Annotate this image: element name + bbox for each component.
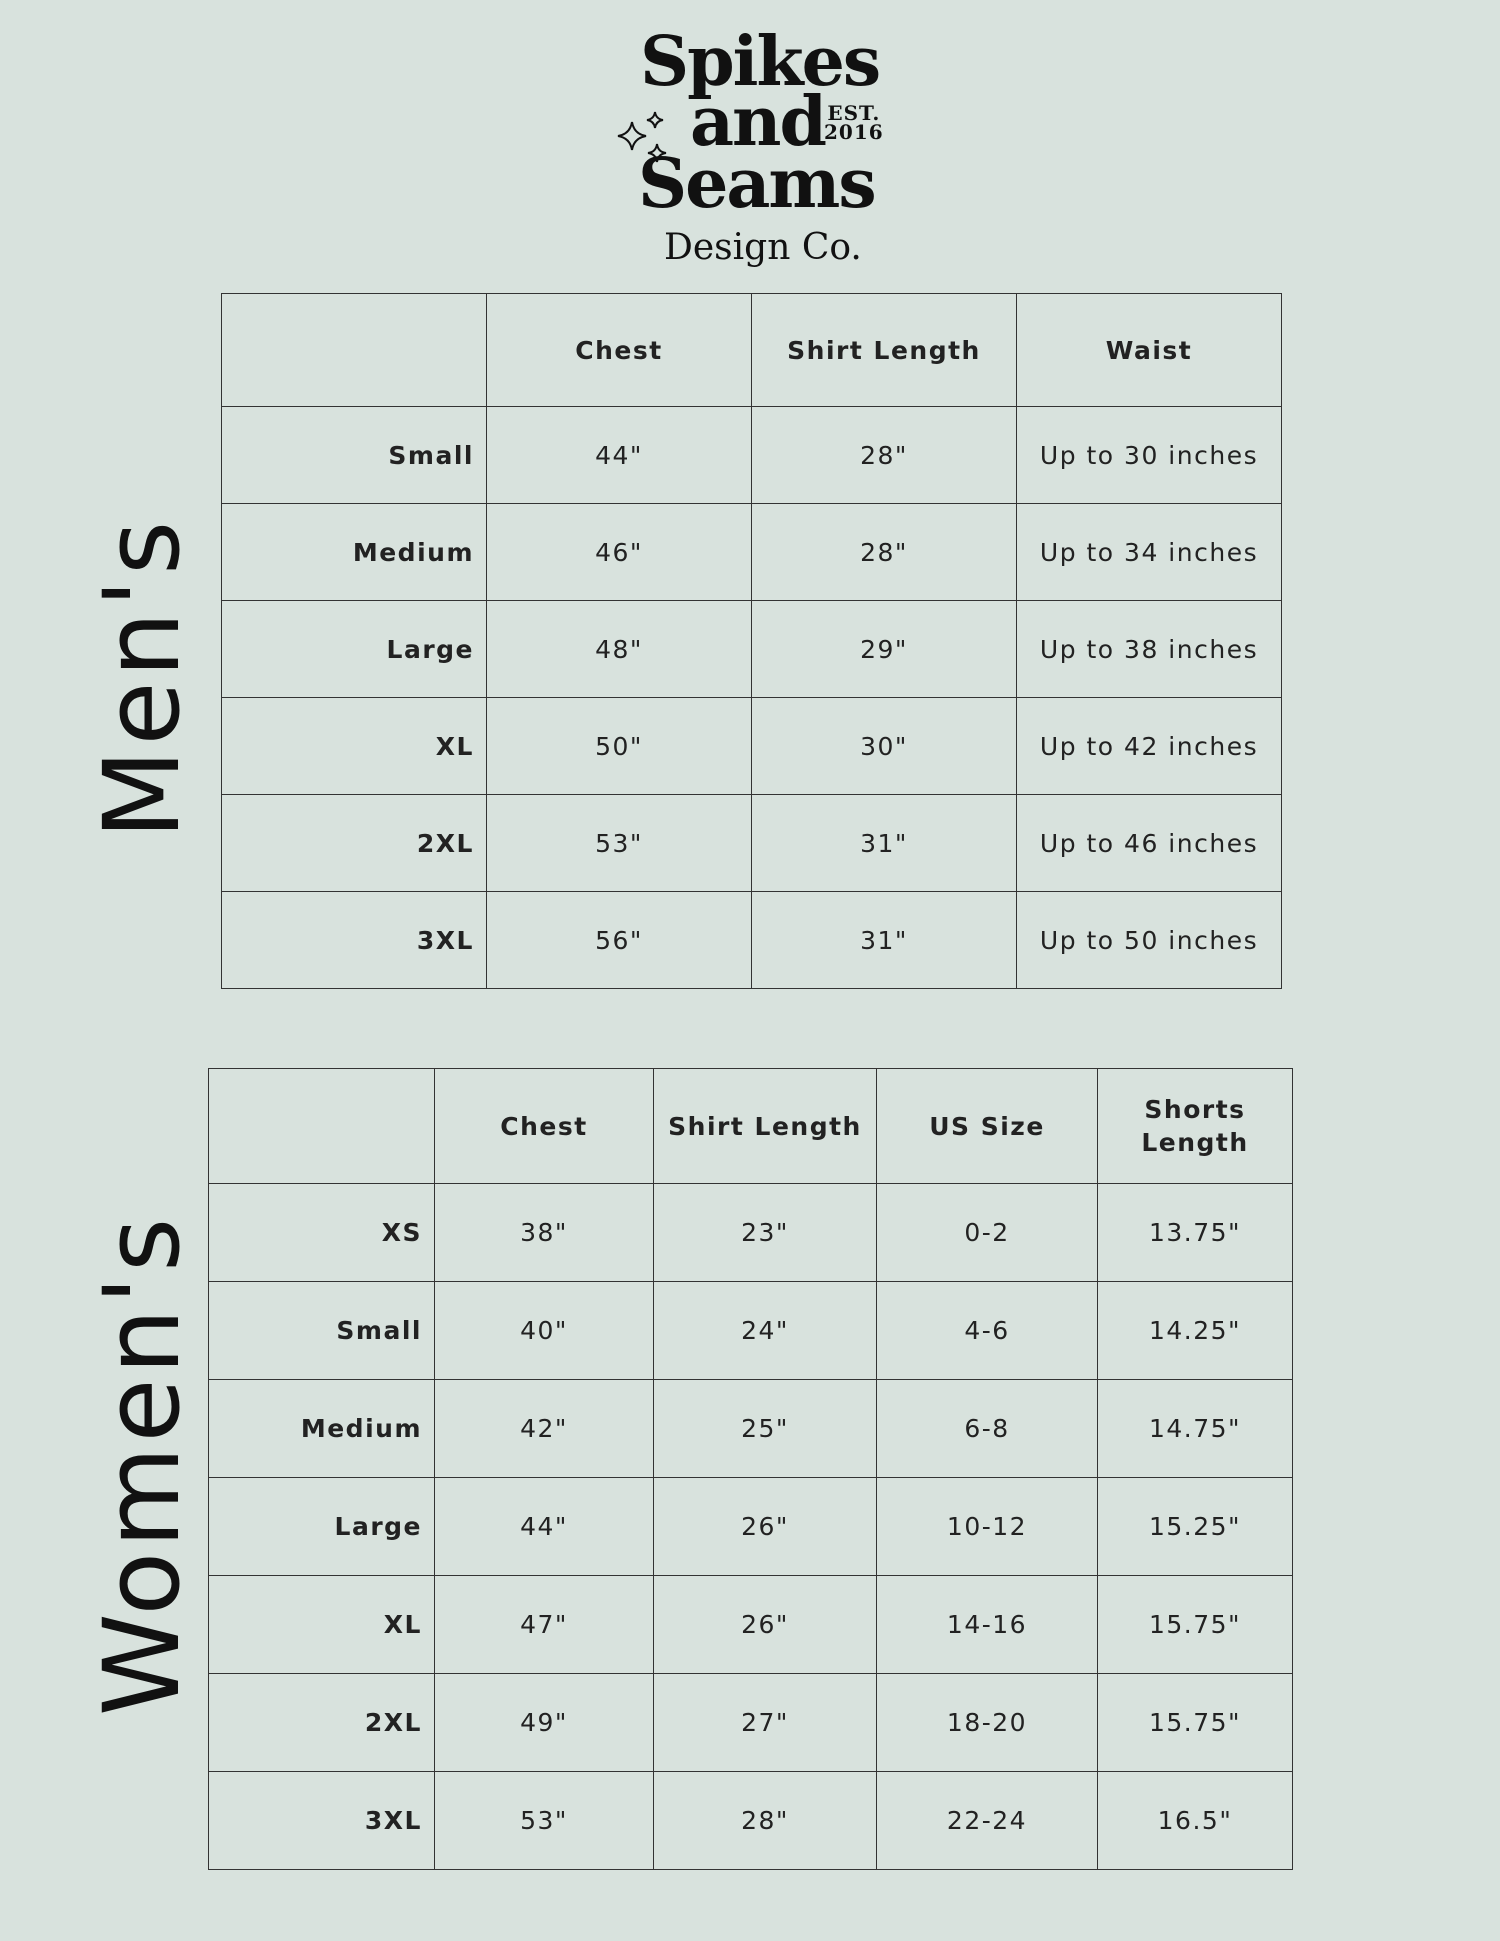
header-shorts-length: Shorts Length bbox=[1098, 1069, 1293, 1184]
header-shirt-length: Shirt Length bbox=[654, 1069, 877, 1184]
brand-line-4: Design Co. bbox=[664, 227, 862, 268]
waist-value: Up to 50 inches bbox=[1017, 892, 1282, 989]
length-value: 31" bbox=[752, 892, 1017, 989]
shorts-length-value: 15.75" bbox=[1098, 1674, 1293, 1772]
chest-value: 48" bbox=[487, 601, 752, 698]
table-row bbox=[222, 407, 1282, 504]
shorts-length-value: 14.25" bbox=[1098, 1282, 1293, 1380]
us-size-value: 0-2 bbox=[877, 1184, 1098, 1282]
length-value: 26" bbox=[654, 1478, 877, 1576]
us-size-value: 10-12 bbox=[877, 1478, 1098, 1576]
brand-line-1: Spikes bbox=[640, 22, 880, 102]
est-year: 2016 bbox=[824, 120, 884, 144]
mens-size-table bbox=[221, 293, 1282, 989]
header-waist: Waist bbox=[1017, 294, 1282, 407]
length-value: 27" bbox=[654, 1674, 877, 1772]
size-name: Large bbox=[222, 601, 487, 698]
brand-logo bbox=[600, 22, 900, 268]
size-name: XS bbox=[209, 1184, 435, 1282]
chest-value: 44" bbox=[487, 407, 752, 504]
size-name: Small bbox=[209, 1282, 435, 1380]
table-header-row bbox=[209, 1069, 1293, 1184]
womens-size-table bbox=[208, 1068, 1293, 1870]
chest-value: 47" bbox=[435, 1576, 654, 1674]
chest-value: 46" bbox=[487, 504, 752, 601]
table-row bbox=[222, 795, 1282, 892]
size-name: XL bbox=[209, 1576, 435, 1674]
shorts-length-value: 15.25" bbox=[1098, 1478, 1293, 1576]
waist-value: Up to 30 inches bbox=[1017, 407, 1282, 504]
chest-value: 38" bbox=[435, 1184, 654, 1282]
size-name: Large bbox=[209, 1478, 435, 1576]
waist-value: Up to 34 inches bbox=[1017, 504, 1282, 601]
size-name: 3XL bbox=[222, 892, 487, 989]
size-name: 2XL bbox=[222, 795, 487, 892]
chest-value: 44" bbox=[435, 1478, 654, 1576]
waist-value: Up to 46 inches bbox=[1017, 795, 1282, 892]
size-name: 2XL bbox=[209, 1674, 435, 1772]
chest-value: 56" bbox=[487, 892, 752, 989]
size-name: Medium bbox=[209, 1380, 435, 1478]
table-row bbox=[209, 1282, 1293, 1380]
table-row bbox=[222, 504, 1282, 601]
length-value: 30" bbox=[752, 698, 1017, 795]
chest-value: 42" bbox=[435, 1380, 654, 1478]
us-size-value: 6-8 bbox=[877, 1380, 1098, 1478]
chest-value: 53" bbox=[487, 795, 752, 892]
table-row bbox=[209, 1576, 1293, 1674]
length-value: 28" bbox=[752, 407, 1017, 504]
table-header-row bbox=[222, 294, 1282, 407]
header-cell-empty bbox=[222, 294, 487, 407]
womens-section-label: Women's bbox=[81, 1213, 203, 1717]
us-size-value: 4-6 bbox=[877, 1282, 1098, 1380]
established-badge bbox=[824, 101, 884, 144]
length-value: 28" bbox=[752, 504, 1017, 601]
us-size-value: 22-24 bbox=[877, 1772, 1098, 1870]
shorts-length-value: 13.75" bbox=[1098, 1184, 1293, 1282]
size-name: Medium bbox=[222, 504, 487, 601]
est-label: EST. bbox=[827, 101, 881, 125]
length-value: 25" bbox=[654, 1380, 877, 1478]
chest-value: 50" bbox=[487, 698, 752, 795]
length-value: 31" bbox=[752, 795, 1017, 892]
table-row bbox=[209, 1380, 1293, 1478]
length-value: 24" bbox=[654, 1282, 877, 1380]
waist-value: Up to 42 inches bbox=[1017, 698, 1282, 795]
size-name: 3XL bbox=[209, 1772, 435, 1870]
length-value: 28" bbox=[654, 1772, 877, 1870]
header-chest: Chest bbox=[487, 294, 752, 407]
table-row bbox=[209, 1184, 1293, 1282]
brand-line-2: and bbox=[690, 82, 826, 162]
us-size-value: 18-20 bbox=[877, 1674, 1098, 1772]
table-row bbox=[209, 1478, 1293, 1576]
header-chest: Chest bbox=[435, 1069, 654, 1184]
brand-line-3: Seams bbox=[638, 144, 875, 224]
shorts-length-value: 16.5" bbox=[1098, 1772, 1293, 1870]
header-cell-empty bbox=[209, 1069, 435, 1184]
table-row bbox=[222, 601, 1282, 698]
header-shirt-length: Shirt Length bbox=[752, 294, 1017, 407]
waist-value: Up to 38 inches bbox=[1017, 601, 1282, 698]
size-name: XL bbox=[222, 698, 487, 795]
table-row bbox=[222, 698, 1282, 795]
table-row bbox=[209, 1772, 1293, 1870]
table-row bbox=[222, 892, 1282, 989]
length-value: 29" bbox=[752, 601, 1017, 698]
size-name: Small bbox=[222, 407, 487, 504]
header-us-size: US Size bbox=[877, 1069, 1098, 1184]
us-size-value: 14-16 bbox=[877, 1576, 1098, 1674]
length-value: 23" bbox=[654, 1184, 877, 1282]
chest-value: 40" bbox=[435, 1282, 654, 1380]
shorts-length-value: 15.75" bbox=[1098, 1576, 1293, 1674]
length-value: 26" bbox=[654, 1576, 877, 1674]
mens-section-label: Men's bbox=[81, 516, 203, 840]
chest-value: 49" bbox=[435, 1674, 654, 1772]
chest-value: 53" bbox=[435, 1772, 654, 1870]
shorts-length-value: 14.75" bbox=[1098, 1380, 1293, 1478]
table-row bbox=[209, 1674, 1293, 1772]
